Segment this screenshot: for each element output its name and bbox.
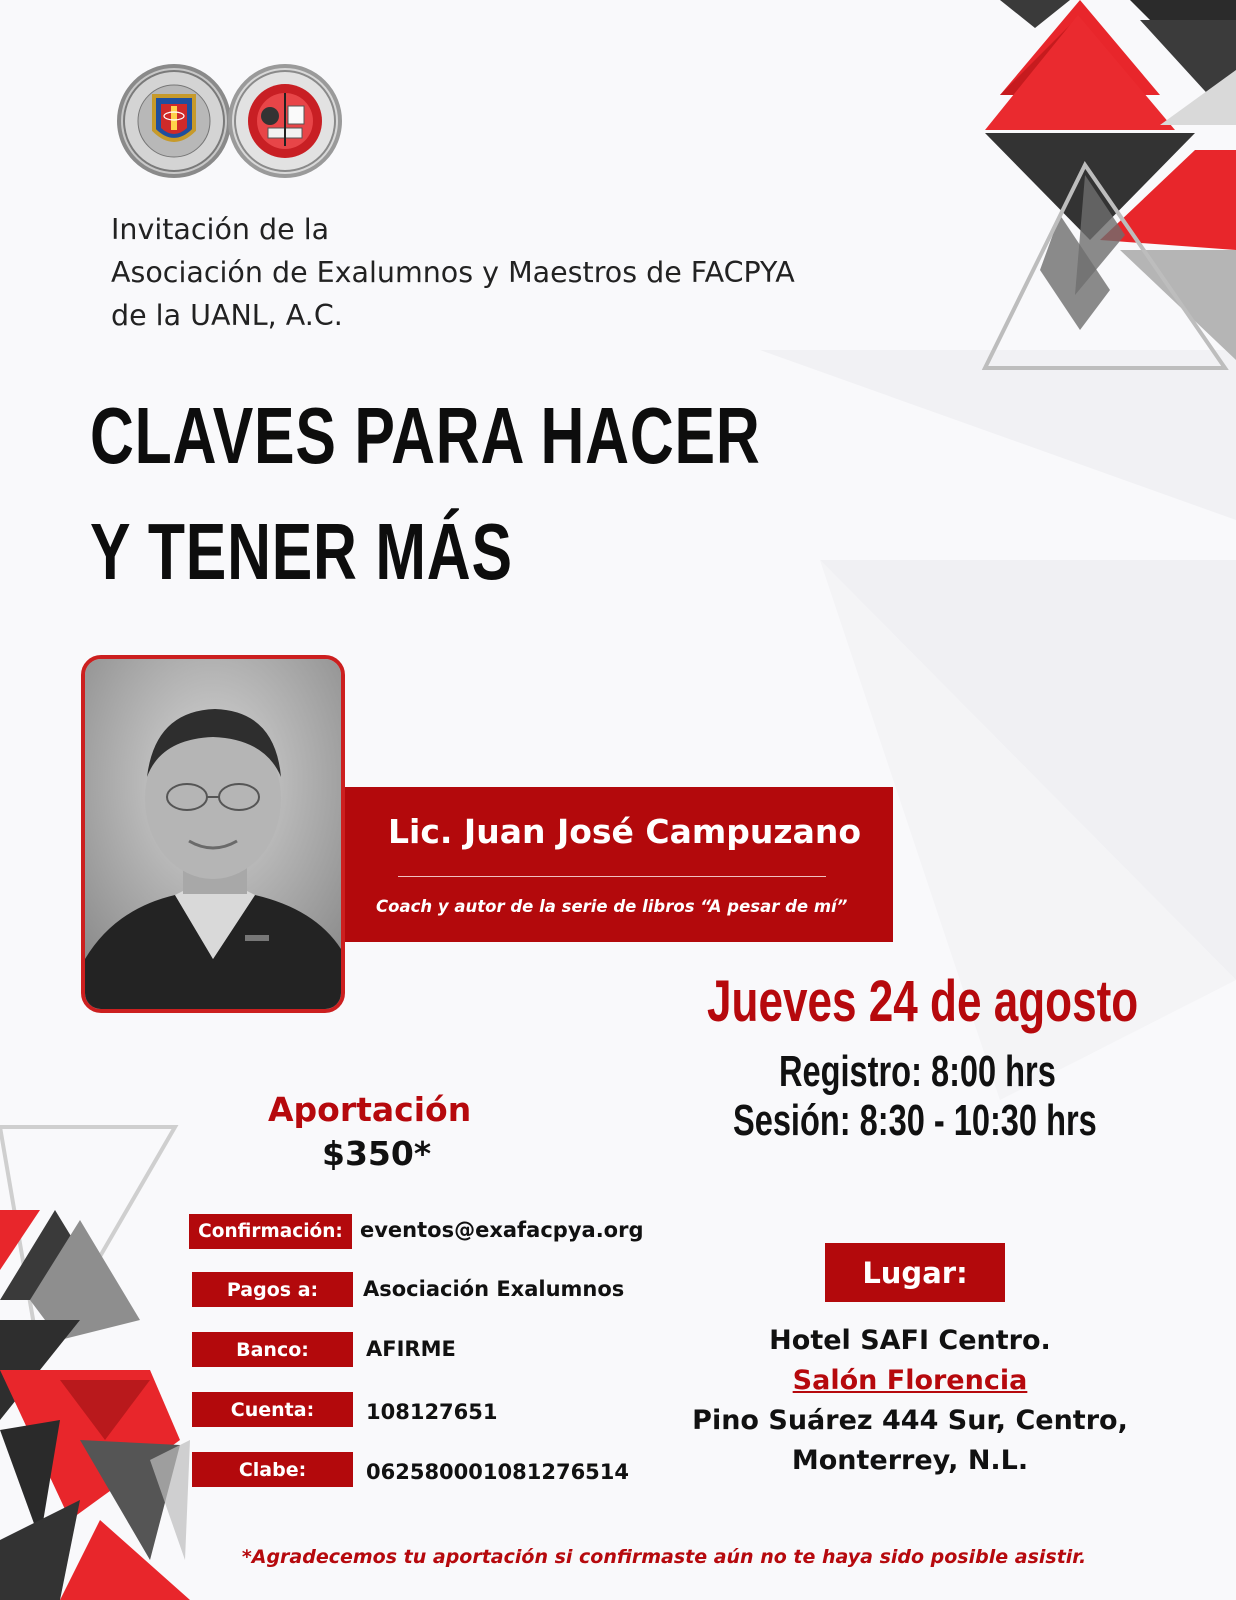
- venue-hotel: Hotel SAFI Centro.: [769, 1325, 1051, 1356]
- event-title: [90, 378, 760, 610]
- speaker-banner: [345, 787, 893, 942]
- speaker-role: Coach y autor de la serie de libros “A pesar de mí”: [376, 897, 848, 916]
- bank-label: Banco:: [192, 1332, 353, 1367]
- payee-value: Asociación Exalumnos: [363, 1277, 625, 1301]
- intro-line-2: Asociación de Exalumnos y Maestros de FACPYA: [111, 256, 795, 289]
- registration-time: Registro: 8:00 hrs: [779, 1047, 1056, 1096]
- account-label: Cuenta:: [192, 1392, 353, 1427]
- venue-address-line-2: Monterrey, N.L.: [791, 1445, 1029, 1476]
- account-value: 108127651: [366, 1400, 498, 1424]
- uanl-seal-logo: [117, 64, 231, 178]
- venue-address-line-1: Pino Suárez 444 Sur, Centro,: [692, 1405, 1128, 1436]
- session-time: Sesión: 8:30 - 10:30 hrs: [733, 1096, 1097, 1145]
- association-seal-logo: [228, 64, 342, 178]
- bank-value: AFIRME: [366, 1337, 456, 1361]
- speaker-photo: [81, 655, 345, 1013]
- confirmation-email[interactable]: eventos@exafacpya.org: [360, 1218, 644, 1242]
- intro-line-1: Invitación de la: [111, 213, 330, 246]
- venue-room: Salón Florencia: [792, 1365, 1028, 1396]
- footnote: *Agradecemos tu aportación si confirmaste aún no te haya sido posible asistir.: [241, 1546, 1087, 1568]
- invitation-intro: [111, 208, 931, 337]
- contribution-amount: $350*: [322, 1134, 432, 1173]
- event-title-line-2: Y TENER MÁS: [90, 507, 513, 596]
- venue-label: Lugar:: [825, 1243, 1005, 1302]
- speaker-divider: [398, 876, 826, 877]
- payee-label: Pagos a:: [192, 1272, 353, 1307]
- contribution-label: Aportación: [268, 1090, 472, 1129]
- clabe-label: Clabe:: [192, 1452, 353, 1487]
- confirmation-label: Confirmación:: [189, 1214, 352, 1249]
- event-date: Jueves 24 de agosto: [707, 969, 1139, 1034]
- clabe-value: 062580001081276514: [366, 1460, 630, 1484]
- speaker-name: Lic. Juan José Campuzano: [388, 812, 862, 851]
- intro-line-3: de la UANL, A.C.: [111, 299, 343, 332]
- event-title-line-1: CLAVES PARA HACER: [90, 391, 761, 480]
